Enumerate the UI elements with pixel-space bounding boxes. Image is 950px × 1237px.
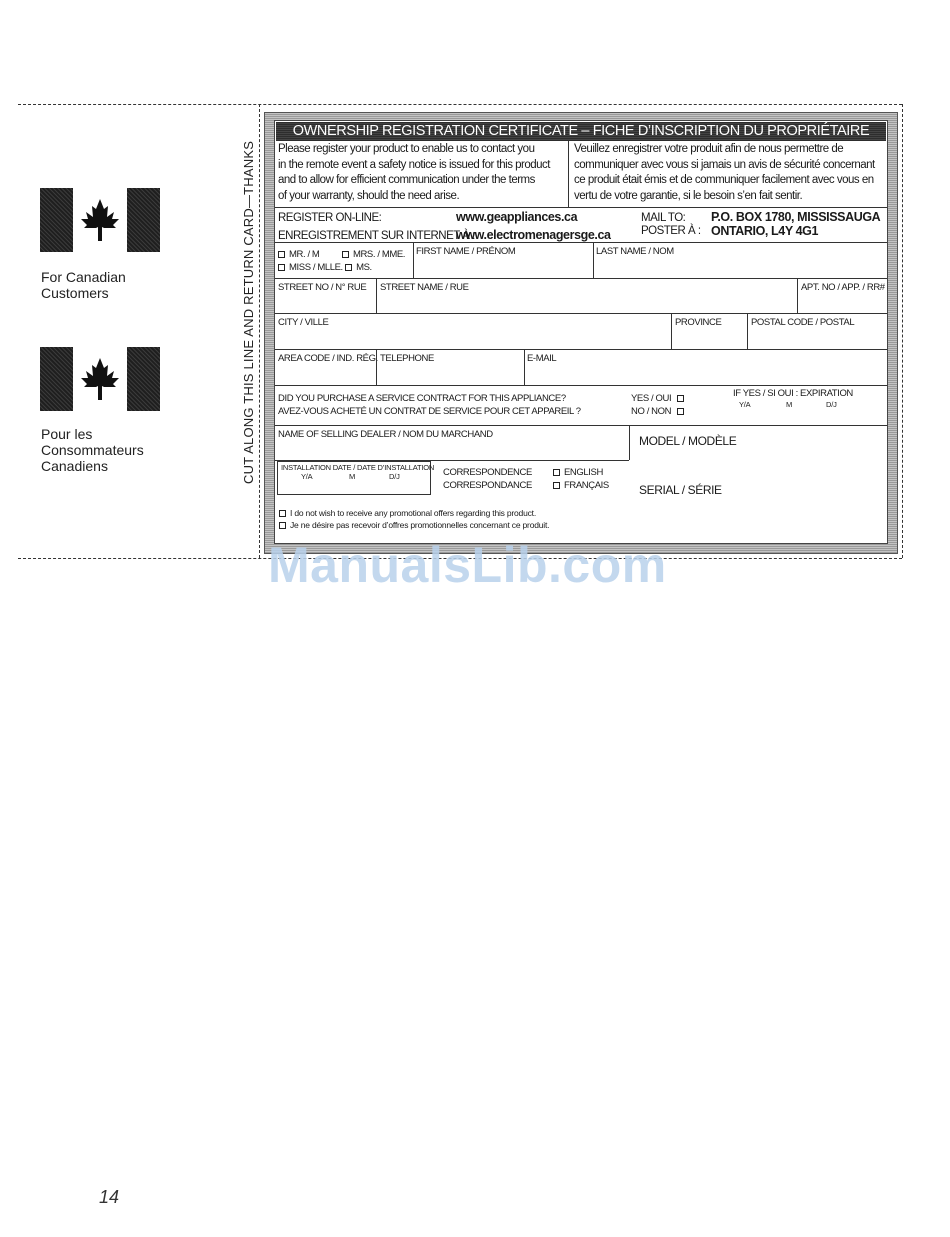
installation-date-label: INSTALLATION DATE / DATE D’INSTALLATION [281, 463, 435, 472]
divider [593, 242, 594, 278]
divider [275, 385, 887, 386]
register-online-label: REGISTER ON-LINE: [278, 212, 382, 224]
expiration-label: IF YES / SI OUI : EXPIRATION [733, 388, 853, 399]
divider [275, 242, 887, 243]
caption-consommateurs-canadiens: Pour les Consommateurs Canadiens [41, 426, 144, 474]
optout-french-checkbox[interactable]: Je ne désire pas recevoir d’offres promotionnelles concernant ce produit. [279, 520, 549, 530]
canadian-flag-icon [40, 188, 160, 252]
apt-no-field[interactable]: APT. NO / APP. / RR# [801, 282, 885, 293]
english-checkbox[interactable]: ENGLISH [553, 467, 603, 478]
mailing-address-line1: P.O. BOX 1780, MISSISSAUGA [711, 210, 881, 224]
expiration-day: D/J [826, 400, 837, 409]
intro-french: Veuillez enregistrer votre produit afin de nous permettre de communiquer avec vous si jamais un avis de sécurité concernant ce produit était émis et de communiquer facilement avec vous en vertu de votre garantie, si le besoin s’en fait sentir. [574, 143, 875, 202]
install-day: D/J [389, 472, 400, 481]
divider [376, 278, 377, 313]
mailing-address-line2: ONTARIO, L4Y 4G1 [711, 224, 819, 238]
street-no-field[interactable]: STREET NO / N° RUE [278, 282, 367, 293]
divider [413, 242, 414, 278]
divider [524, 349, 525, 385]
first-name-field[interactable]: FIRST NAME / PRÉNOM [416, 246, 516, 257]
card-title: OWNERSHIP REGISTRATION CERTIFICATE – FICHE D’INSCRIPTION DU PROPRIÉTAIRE [276, 122, 886, 141]
postal-code-field[interactable]: POSTAL CODE / POSTAL [751, 317, 855, 328]
yes-checkbox[interactable]: YES / OUI [631, 393, 688, 404]
divider [275, 278, 887, 279]
mrs-checkbox[interactable]: MRS. / MME. [342, 249, 405, 260]
street-name-field[interactable]: STREET NAME / RUE [380, 282, 469, 293]
optout-english-checkbox[interactable]: I do not wish to receive any promotional offers regarding this product. [279, 508, 536, 518]
divider [671, 313, 672, 349]
last-name-field[interactable]: LAST NAME / NOM [596, 246, 674, 257]
city-field[interactable]: CITY / VILLE [278, 317, 329, 328]
model-field[interactable]: MODEL / MODÈLE [639, 434, 737, 448]
telephone-field[interactable]: TELEPHONE [380, 353, 434, 364]
expiration-month: M [786, 400, 793, 409]
divider [275, 313, 887, 314]
page-number: 14 [99, 1187, 120, 1207]
install-year: Y/A [301, 472, 313, 481]
divider [629, 425, 630, 460]
correspondence-label: CORRESPONDENCE [443, 467, 532, 478]
divider [747, 313, 748, 349]
service-contract-question: DID YOU PURCHASE A SERVICE CONTRACT FOR THIS APPLIANCE? [278, 393, 566, 404]
francais-checkbox[interactable]: FRANÇAIS [553, 480, 609, 491]
divider [797, 278, 798, 313]
miss-checkbox[interactable]: MISS / MLLE. [278, 262, 343, 273]
correspondance-label: CORRESPONDANCE [443, 480, 532, 491]
poster-a-label: POSTER À : [641, 225, 701, 237]
watermark: ManualsLib.com [268, 537, 667, 593]
url-geappliances[interactable]: www.geappliances.ca [456, 210, 578, 224]
cut-line-left [259, 104, 260, 558]
dealer-field[interactable]: NAME OF SELLING DEALER / NOM DU MARCHAND [278, 429, 493, 440]
caption-canadian-customers: For Canadian Customers [41, 269, 126, 301]
serial-field[interactable]: SERIAL / SÉRIE [639, 483, 722, 497]
mr-checkbox[interactable]: MR. / M [278, 249, 319, 260]
cut-line-top [18, 104, 902, 105]
cut-line-right [902, 104, 903, 558]
divider [275, 425, 887, 426]
cut-line-instruction: CUT ALONG THIS LINE AND RETURN CARD—THANKS [241, 140, 256, 484]
canadian-flag-icon [40, 347, 160, 411]
no-checkbox[interactable]: NO / NON [631, 406, 688, 417]
divider [376, 349, 377, 385]
mail-to-label: MAIL TO: [641, 212, 686, 224]
install-month: M [349, 472, 356, 481]
divider [275, 207, 887, 208]
title-options [278, 249, 405, 260]
divider [275, 349, 887, 350]
area-code-field[interactable]: AREA CODE / IND. RÉG. [278, 353, 378, 364]
divider [568, 141, 569, 207]
register-online-label-fr: ENREGISTREMENT SUR INTERNET À : [278, 230, 475, 242]
intro-english: Please register your product to enable us to contact you in the remote event a safety notice is issued for this product and to allow for efficient communication under the terms of your warranty, should the need arise. [278, 143, 550, 202]
email-field[interactable]: E-MAIL [527, 353, 557, 364]
province-field[interactable]: PROVINCE [675, 317, 722, 328]
title-options-row2 [278, 262, 372, 273]
url-electromenagersge[interactable]: www.electromenagersge.ca [456, 228, 611, 242]
ms-checkbox[interactable]: MS. [345, 262, 372, 273]
expiration-year: Y/A [739, 400, 751, 409]
service-contract-question-fr: AVEZ-VOUS ACHETÉ UN CONTRAT DE SERVICE POUR CET APPAREIL ? [278, 406, 581, 417]
